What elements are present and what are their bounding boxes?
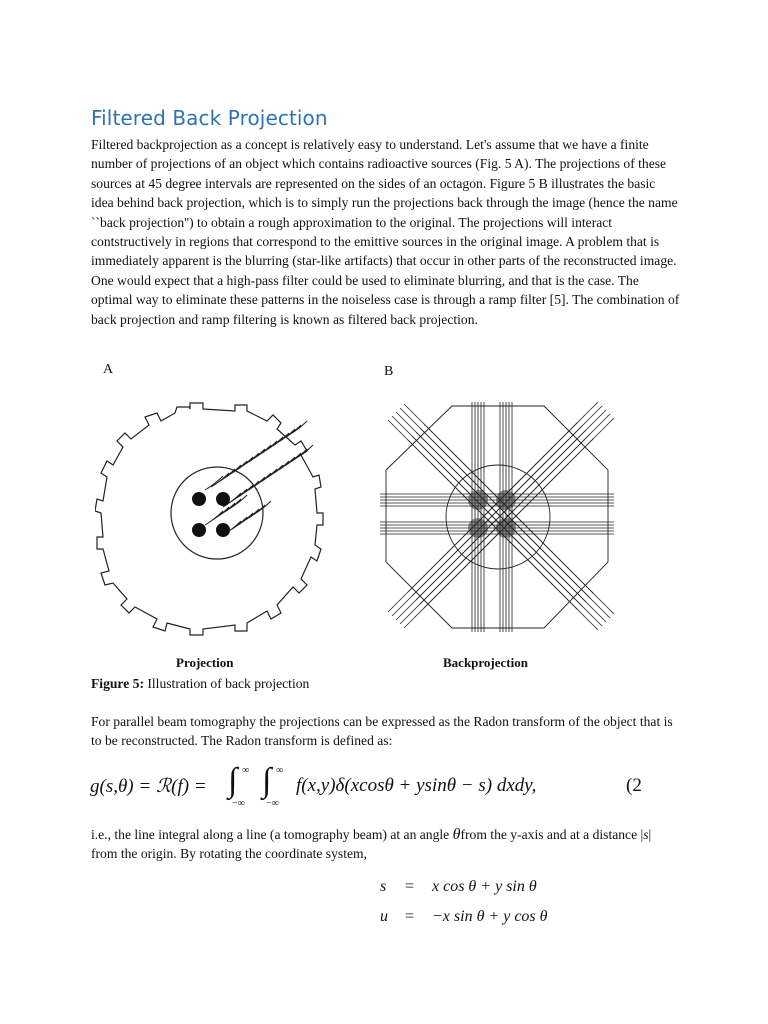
s-row-eq: =: [405, 878, 415, 895]
line-integral-text-2: from the y-axis and at a distance |: [460, 827, 644, 842]
radioactive-sources: [192, 492, 230, 537]
line-integral-paragraph: [91, 825, 681, 864]
radon-lhs: g(s,θ) = ℛ(f) =: [90, 776, 207, 797]
s-symbol: s: [643, 827, 649, 842]
backprojection-outline: [386, 406, 608, 628]
object-circle: [171, 467, 263, 559]
intro-paragraph: Filtered backprojection as a concept is relatively easy to understand. Let's assume that we have a finite number of projections of an object which contains radioactive sources (Fig. 5 A). The projections of these sources at 45 degree intervals are represented on the sides of an octagon. Figure 5 B illustrates the basic idea behind back projection, which is to simply run the projections back through the image (hence the name ``back projection'') to obtain a rough approximation to the original. The projections will interact contstructively in regions that correspond to the emittive sources in the original image. A problem that is immediately apparent is the blurring (star-like artifacts) that occur in other parts of the reconstructed image. One would expect that a high-pass filter could be used to eliminate blurring, and that is the case. The optimal way to eliminate these patterns in the noiseless case is through a ramp filter [5]. The combination of back projection and ramp filtering is known as filtered back projection.: [91, 137, 680, 327]
section-title: Filtered Back Projection: [91, 106, 328, 130]
backprojection-diagram: [378, 400, 618, 635]
integral-1-lower: −∞: [232, 798, 245, 809]
line-integral-text-1: i.e., the line integral along a line (a tomography beam) at an angle: [91, 827, 453, 842]
u-row-eq: =: [405, 908, 415, 925]
radon-integrand: f(x,y)δ(xcosθ + ysinθ − s) dxdy,: [296, 775, 537, 796]
panel-a-label: Projection: [176, 655, 234, 670]
integral-1-upper: ∞: [242, 765, 250, 776]
s-row-lhs: s: [380, 878, 387, 895]
u-row-rhs: −x sin θ + y cos θ: [432, 908, 548, 925]
vertical-beams: [472, 402, 512, 632]
u-row-lhs: u: [380, 908, 388, 925]
projection-streaks: [205, 421, 313, 535]
caption-label: Figure 5:: [91, 676, 144, 691]
diagonal-beams-up: [388, 402, 614, 628]
caption-text: Illustration of back projection: [143, 676, 310, 691]
diagonal-beams-down: [388, 404, 614, 630]
figure-caption: [91, 676, 309, 692]
integral-sign-2: ∫: [262, 762, 272, 799]
panel-a-letter: A: [103, 362, 114, 377]
panel-b-letter: B: [384, 364, 394, 379]
integral-sign-1: ∫: [228, 762, 238, 799]
projection-diagram: [95, 395, 335, 650]
integral-2-upper: ∞: [276, 765, 284, 776]
line-integral-text-3: | from the origin. By rotating the coordinate system,: [91, 827, 652, 862]
projection-outline: [95, 403, 323, 635]
integral-2-lower: −∞: [266, 798, 279, 809]
panel-b-label: Backprojection: [443, 655, 528, 670]
equation-number: (2: [626, 775, 642, 796]
s-row-rhs: x cos θ + y sin θ: [432, 878, 537, 895]
theta-symbol: θ: [452, 826, 461, 843]
radon-intro-paragraph: For parallel beam tomography the projections can be expressed as the Radon transform of the object that is to be reconstructed. The Radon transform is defined as:: [91, 714, 673, 749]
